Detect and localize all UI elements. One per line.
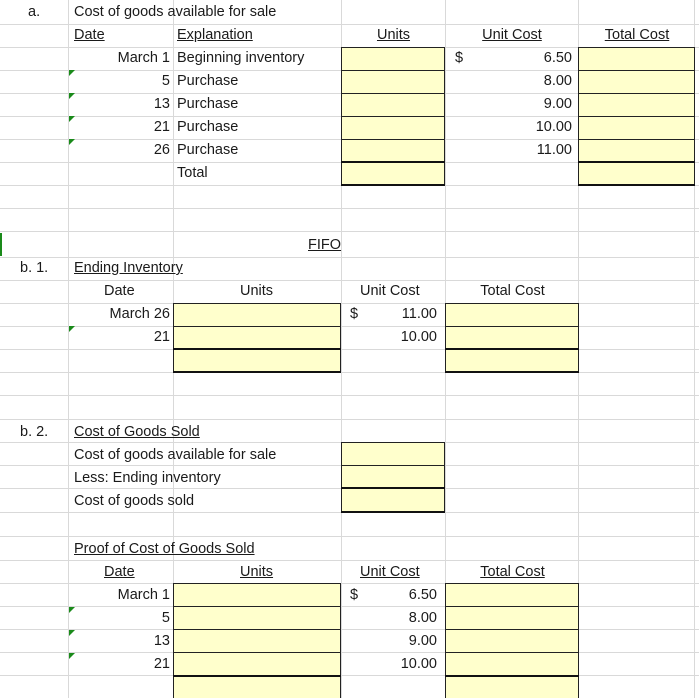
units-input[interactable]	[341, 139, 445, 163]
row-date: 21	[153, 656, 170, 672]
header-date: Date	[74, 27, 105, 43]
section-title: Cost of Goods Sold	[74, 424, 200, 440]
header-units: Units	[240, 564, 274, 580]
cogs-line: Cost of goods sold	[74, 493, 195, 509]
row-unit-cost: 10.00	[400, 329, 437, 345]
total-rule	[341, 184, 445, 186]
total-cost-input[interactable]	[445, 326, 579, 350]
grid-row-line	[0, 231, 699, 232]
row-date: March 1	[117, 50, 170, 66]
header-units: Units	[376, 27, 411, 43]
total-cost-input[interactable]	[445, 629, 579, 653]
row-date: 21	[153, 329, 170, 345]
grid-row-line	[0, 208, 699, 209]
row-explanation: Purchase	[177, 142, 239, 158]
row-date: 5	[161, 73, 170, 89]
total-rule	[445, 675, 579, 677]
total-cost-input[interactable]	[445, 652, 579, 676]
row-explanation: Purchase	[177, 119, 239, 135]
units-input[interactable]	[173, 606, 341, 630]
header-total-cost: Total Cost	[480, 564, 545, 580]
row-unit-cost: 11.00	[536, 142, 572, 158]
row-unit-cost: 10.00	[535, 119, 572, 135]
total-rule	[173, 348, 341, 350]
cell-warning-marker	[69, 93, 75, 99]
row-selection-marker	[0, 233, 2, 256]
total-cost-input[interactable]	[578, 139, 695, 163]
cell-warning-marker	[69, 116, 75, 122]
grid-row-line	[0, 372, 699, 373]
row-unit-cost: 9.00	[408, 633, 437, 649]
header-explanation: Explanation	[177, 27, 253, 43]
total-rule	[341, 487, 445, 489]
total-cost-input[interactable]	[578, 93, 695, 117]
row-date: 13	[153, 633, 170, 649]
units-total-input[interactable]	[173, 349, 341, 373]
method-title: FIFO	[308, 237, 342, 253]
section-title: Cost of goods available for sale	[74, 4, 277, 20]
total-rule	[578, 184, 695, 186]
section-title: Proof of Cost of Goods Sold	[74, 541, 255, 557]
row-unit-cost: 6.50	[543, 50, 572, 66]
total-cost-total-input[interactable]	[445, 349, 579, 373]
total-label: Total	[177, 165, 208, 181]
section-label-a: a.	[28, 4, 41, 20]
header-unit-cost: Unit Cost	[360, 564, 420, 580]
units-input[interactable]	[173, 326, 341, 350]
row-unit-cost: 8.00	[408, 610, 437, 626]
cogs-available-input[interactable]	[341, 442, 445, 466]
row-date: 13	[153, 96, 170, 112]
header-unit-cost: Unit Cost	[482, 27, 542, 43]
cell-warning-marker	[69, 326, 75, 332]
units-total-input[interactable]	[173, 676, 341, 698]
total-rule	[445, 348, 579, 350]
grid-row-line	[0, 536, 699, 537]
cell-warning-marker	[69, 70, 75, 76]
total-rule	[173, 371, 341, 373]
grid-row-line	[0, 419, 699, 420]
units-input[interactable]	[341, 93, 445, 117]
row-unit-cost: 8.00	[543, 73, 572, 89]
units-input[interactable]	[173, 303, 341, 327]
row-date: 5	[161, 610, 170, 626]
row-date: March 1	[117, 587, 170, 603]
header-total-cost: Total Cost	[480, 283, 545, 299]
row-date: 26	[153, 142, 170, 158]
header-total-cost: Total Cost	[604, 27, 670, 43]
cell-warning-marker	[69, 653, 75, 659]
row-unit-cost: 9.00	[543, 96, 572, 112]
cogs-result-input[interactable]	[341, 488, 445, 513]
total-cost-total-input[interactable]	[578, 162, 695, 186]
grid-row-line	[0, 349, 699, 350]
total-rule	[341, 511, 445, 513]
total-rule	[445, 371, 579, 373]
row-unit-cost: 11.00	[401, 306, 437, 322]
header-units: Units	[240, 283, 274, 299]
total-cost-input[interactable]	[445, 303, 579, 327]
header-unit-cost: Unit Cost	[360, 283, 420, 299]
row-explanation: Purchase	[177, 73, 239, 89]
total-rule	[578, 161, 695, 163]
total-cost-input[interactable]	[445, 606, 579, 630]
total-rule	[173, 675, 341, 677]
cogs-line: Cost of goods available for sale	[74, 447, 277, 463]
row-explanation: Purchase	[177, 96, 239, 112]
cell-warning-marker	[69, 139, 75, 145]
section-label-b2: b. 2.	[20, 424, 49, 440]
total-cost-total-input[interactable]	[445, 676, 579, 698]
section-title: Ending Inventory	[74, 260, 183, 276]
total-cost-input[interactable]	[578, 47, 695, 71]
grid-row-line	[0, 395, 699, 396]
section-label-b1: b. 1.	[20, 260, 49, 276]
cell-warning-marker	[69, 607, 75, 613]
total-cost-input[interactable]	[578, 70, 695, 94]
header-date: Date	[104, 564, 135, 580]
total-rule	[341, 161, 445, 163]
dollar-sign: $	[455, 50, 464, 66]
ending-inventory-input[interactable]	[341, 465, 445, 489]
units-input[interactable]	[173, 583, 341, 607]
total-cost-input[interactable]	[578, 116, 695, 140]
row-date: 21	[153, 119, 170, 135]
units-input[interactable]	[341, 70, 445, 94]
units-input[interactable]	[173, 629, 341, 653]
cell-warning-marker	[69, 630, 75, 636]
units-total-input[interactable]	[341, 162, 445, 186]
row-unit-cost: 10.00	[400, 656, 437, 672]
row-unit-cost: 6.50	[408, 587, 437, 603]
units-input[interactable]	[341, 47, 445, 71]
row-date: March 26	[109, 306, 170, 322]
row-explanation: Beginning inventory	[177, 50, 305, 66]
header-date: Date	[104, 283, 135, 299]
units-input[interactable]	[173, 652, 341, 676]
units-input[interactable]	[341, 116, 445, 140]
cogs-line: Less: Ending inventory	[74, 470, 221, 486]
dollar-sign: $	[350, 306, 359, 322]
total-cost-input[interactable]	[445, 583, 579, 607]
dollar-sign: $	[350, 587, 359, 603]
